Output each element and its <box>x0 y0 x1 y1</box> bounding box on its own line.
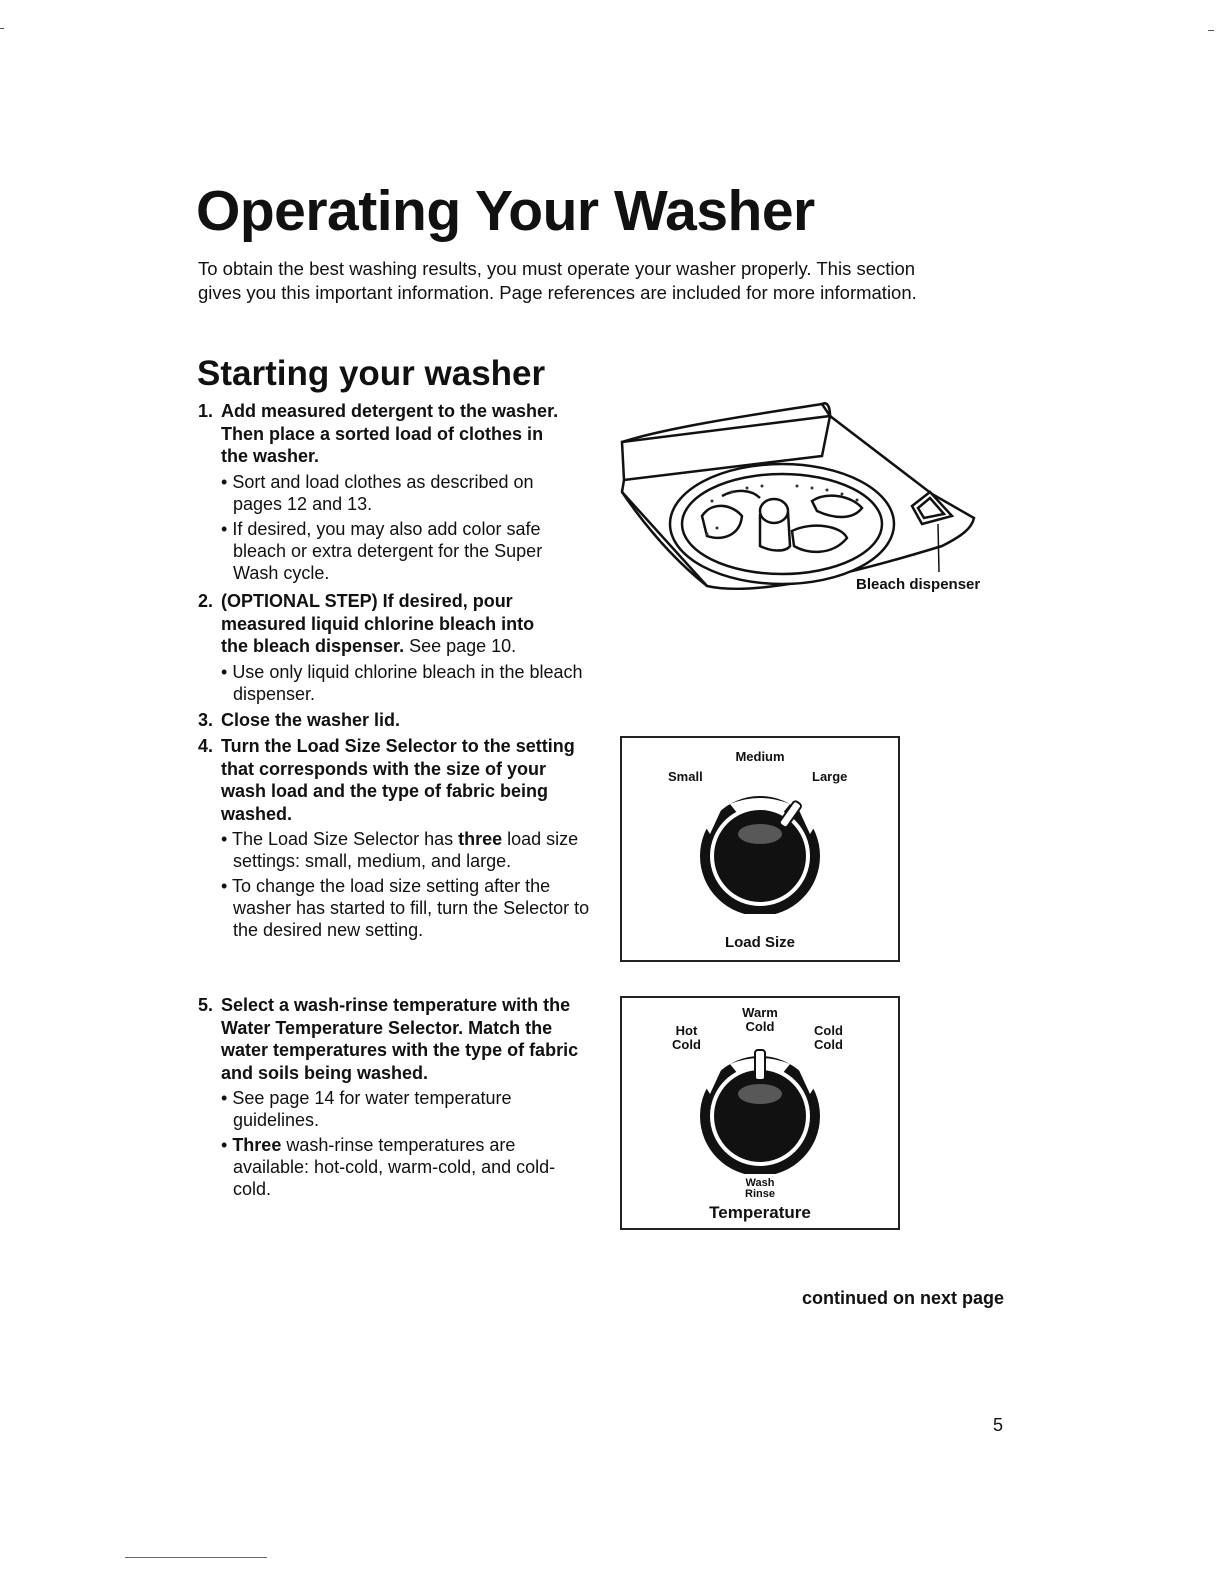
dial-label-small: Small <box>668 769 703 784</box>
dial-label-warm-cold: Warm Cold <box>742 1005 778 1034</box>
step-heading: Close the washer lid. <box>221 710 401 730</box>
intro-line-1: To obtain the best washing results, you must operate your washer properly. This section <box>198 258 916 279</box>
dial-label-hot-cold: Hot Cold <box>672 1023 701 1052</box>
step-bullet: • Use only liquid chlorine bleach in the bleach dispenser. <box>221 661 583 704</box>
step-number: 3. <box>198 710 214 730</box>
step-bullet: • Three wash-rinse temperatures are available: hot-cold, warm-cold, and cold-cold. <box>221 1135 556 1199</box>
dial-label-large: Large <box>812 769 848 784</box>
step-2 <box>198 590 598 705</box>
step-number: 2. <box>198 591 214 611</box>
step-bullet: • Sort and load clothes as described on pages 12 and 13. <box>221 471 534 514</box>
step-heading: (OPTIONAL STEP) If desired, pour measured liquid chlorine bleach into the bleach dispenser. See page 10. <box>221 591 535 656</box>
footer-rule <box>125 1557 267 1558</box>
step-heading: Turn the Load Size Selector to the setting that corresponds with the size of your wash load and the type of fabric being washed. <box>221 736 575 824</box>
scan-speck <box>0 28 4 29</box>
step-1 <box>198 400 598 584</box>
washer-top-view-icon <box>612 396 1007 606</box>
step-number: 4. <box>198 736 214 756</box>
step-heading: Add measured detergent to the washer. Then place a sorted load of clothes in the washer. <box>221 401 559 466</box>
step-number: 1. <box>198 401 214 421</box>
continued-note: continued on next page <box>801 1288 1004 1308</box>
step-4 <box>198 735 598 941</box>
dial-label-medium: Medium <box>735 749 785 764</box>
dial-label-cold-cold: Cold Cold <box>814 1023 843 1052</box>
page-number: 5 <box>993 1415 1004 1435</box>
load-size-caption: Load Size <box>724 934 795 951</box>
temperature-dial-icon[interactable] <box>690 1034 830 1174</box>
scan-speck <box>1208 30 1214 31</box>
step-bullet: • To change the load size setting after the washer has started to fill, turn the Selector to the desired new setting. <box>221 876 590 940</box>
section-title: Starting your washer <box>197 354 546 393</box>
step-heading: Select a wash-rinse temperature with the Water Temperature Selector. Match the water temperatures with the type of fabric and soils being washed. <box>221 995 579 1083</box>
step-number: 5. <box>198 995 214 1015</box>
washer-illustration <box>612 396 1007 606</box>
intro-line-2: gives you this important information. Page references are included for more information. <box>198 282 917 303</box>
step-5 <box>198 994 598 1200</box>
temperature-panel <box>620 996 900 1230</box>
step-3 <box>198 709 598 732</box>
load-size-panel <box>620 736 900 962</box>
step-bullet: • If desired, you may also add color safe bleach or extra detergent for the Super Wash cycle. <box>221 518 543 583</box>
bleach-dispenser-label: Bleach dispenser <box>856 576 981 593</box>
wash-rinse-label: Wash Rinse <box>745 1177 775 1200</box>
page-title: Operating Your Washer <box>196 179 815 243</box>
load-size-dial-icon[interactable] <box>690 774 830 914</box>
step-bullet: • The Load Size Selector has three load size settings: small, medium, and large. <box>221 829 579 871</box>
temperature-caption: Temperature <box>709 1203 811 1222</box>
step-bullet: • See page 14 for water temperature guidelines. <box>221 1088 512 1130</box>
